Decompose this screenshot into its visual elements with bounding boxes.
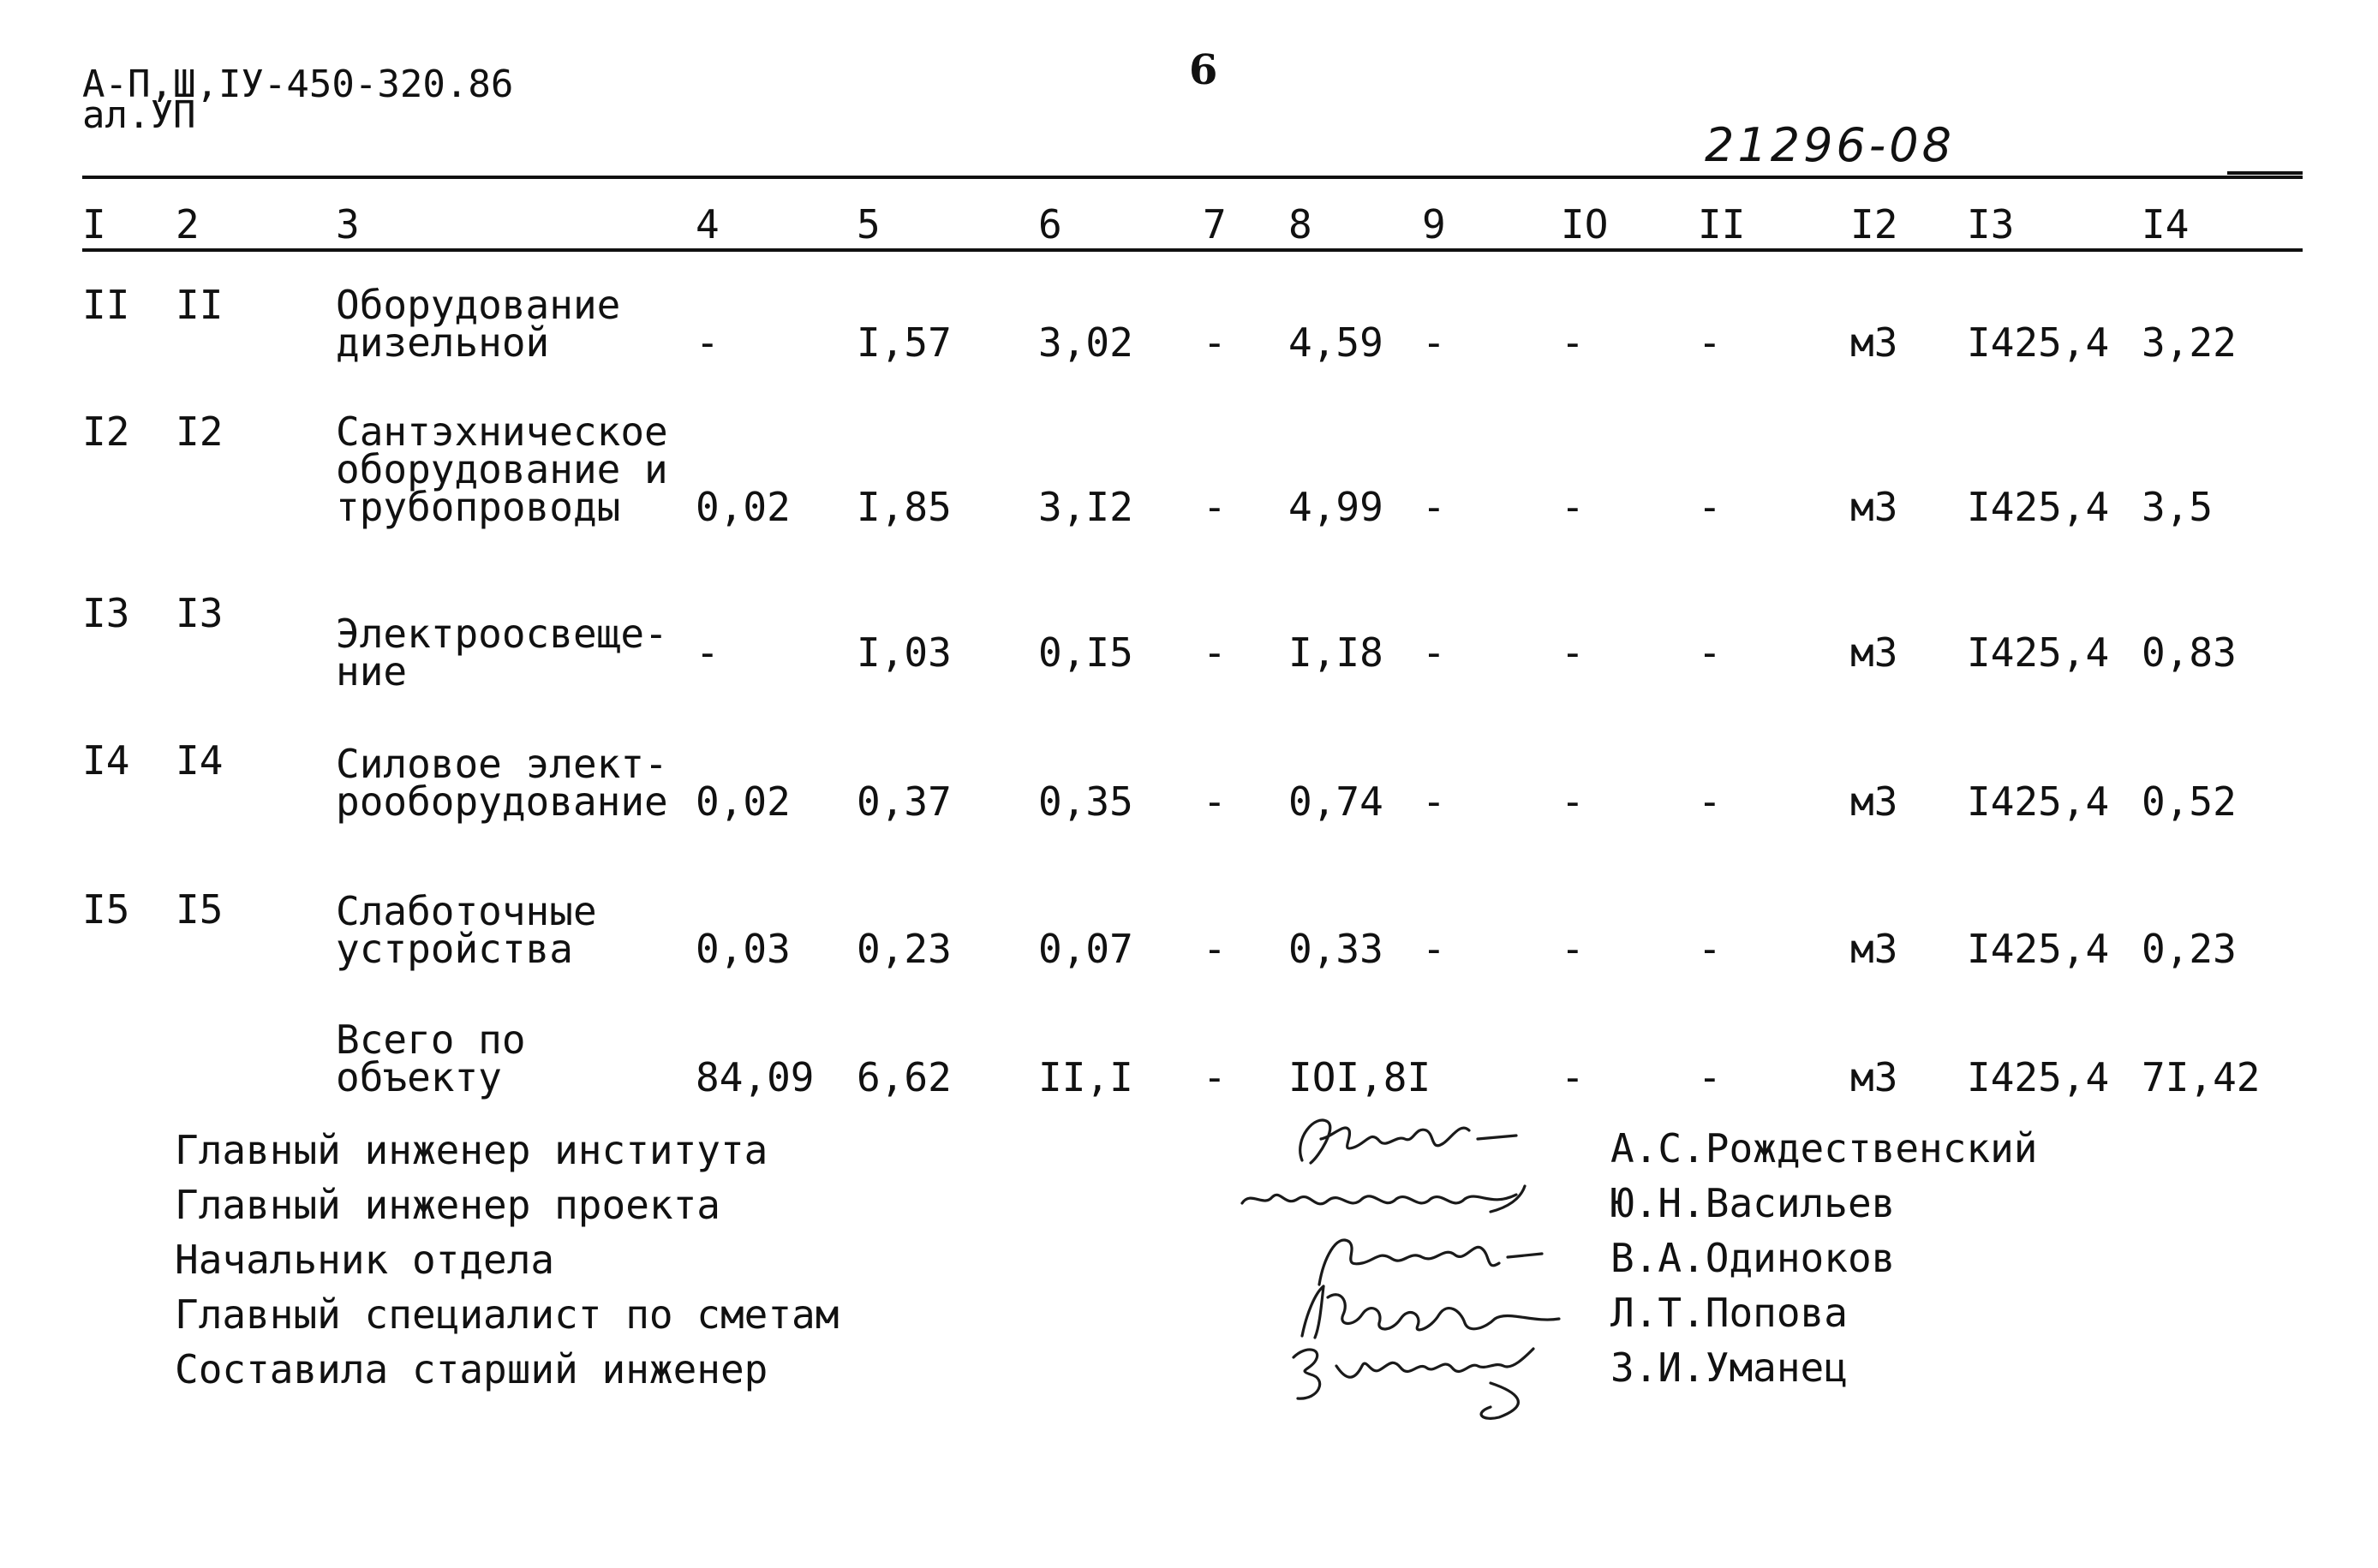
- col-header-12: I2: [1850, 201, 1898, 247]
- value-col10: -: [1561, 629, 1585, 676]
- page-number: 6: [1189, 46, 1218, 94]
- signatory-name: З.И.Уманец: [1610, 1344, 1848, 1391]
- total-label-line: Всего по: [336, 1017, 526, 1063]
- item-name-line: оборудование и: [336, 446, 668, 492]
- value-col14: 3,5: [2142, 484, 2214, 530]
- value-col10: -: [1561, 926, 1585, 972]
- handwritten-signature: [1234, 1173, 1542, 1225]
- value-col13: I425,4: [1967, 926, 2110, 972]
- value-col5: I,85: [857, 484, 952, 530]
- handwritten-signature: [1276, 1332, 1568, 1426]
- value-col7: -: [1203, 319, 1227, 366]
- value-col8: 0,74: [1288, 778, 1383, 825]
- col-header-11: II: [1698, 201, 1746, 247]
- value-col5: 0,23: [857, 926, 952, 972]
- value-col10: -: [1561, 484, 1585, 530]
- value-col5: I,03: [857, 629, 952, 676]
- row-number: I4: [82, 737, 130, 784]
- value-col7: -: [1203, 629, 1227, 676]
- value-col11: -: [1698, 319, 1722, 366]
- row-number: I2: [82, 408, 130, 455]
- total-col5: 6,62: [857, 1054, 952, 1100]
- col-header-2: 2: [176, 201, 200, 247]
- item-name-line: рооборудование: [336, 778, 668, 825]
- handwritten-signature: [1268, 1105, 1542, 1173]
- total-col8: IOI,8I: [1288, 1054, 1431, 1100]
- value-col8: I,I8: [1288, 629, 1383, 676]
- value-col13: I425,4: [1967, 629, 2110, 676]
- sheet-number: 21296-08: [1705, 118, 1955, 172]
- value-col9: -: [1422, 319, 1446, 366]
- item-name-line: Силовое элект-: [336, 741, 668, 787]
- value-col8: 4,99: [1288, 484, 1383, 530]
- value-col7: -: [1203, 926, 1227, 972]
- value-col7: -: [1203, 778, 1227, 825]
- signatory-position: Главный специалист по сметам: [175, 1291, 839, 1338]
- row-number: I3: [82, 590, 130, 636]
- col-header-1: I: [82, 201, 106, 247]
- item-number: I4: [176, 737, 224, 784]
- value-col6: 0,35: [1038, 778, 1133, 825]
- short-top-rule: [2227, 171, 2303, 175]
- item-name-line: Сантэхническое: [336, 408, 668, 455]
- value-col13: I425,4: [1967, 319, 2110, 366]
- signatory-name: Ю.Н.Васильев: [1610, 1180, 1896, 1226]
- item-name-line: Электроосвеще-: [336, 611, 668, 657]
- document-code: А-П,Ш,IУ-450-320.86: [82, 63, 514, 106]
- value-col11: -: [1698, 926, 1722, 972]
- item-name-line: трубопроводы: [336, 484, 621, 530]
- signatory-name: Л.Т.Попова: [1610, 1290, 1848, 1336]
- item-name-line: ние: [336, 648, 408, 695]
- item-number: I3: [176, 590, 224, 636]
- item-name-line: Слаботочные: [336, 888, 597, 934]
- col-header-4: 4: [696, 201, 720, 247]
- total-unit: м3: [1850, 1054, 1898, 1100]
- top-rule: [82, 176, 2303, 179]
- value-col6: 0,07: [1038, 926, 1133, 972]
- value-col11: -: [1698, 778, 1722, 825]
- col-header-10: IO: [1561, 201, 1609, 247]
- value-col4: -: [696, 319, 720, 366]
- item-number: II: [176, 282, 224, 328]
- value-col8: 4,59: [1288, 319, 1383, 366]
- value-col14: 0,52: [2142, 778, 2237, 825]
- value-col6: 3,I2: [1038, 484, 1133, 530]
- value-col14: 0,23: [2142, 926, 2237, 972]
- item-number: I2: [176, 408, 224, 455]
- value-col10: -: [1561, 778, 1585, 825]
- total-col10: -: [1561, 1054, 1585, 1100]
- value-col5: 0,37: [857, 778, 952, 825]
- signatory-position: Главный инженер проекта: [175, 1182, 720, 1228]
- signatory-name: В.А.Одиноков: [1610, 1235, 1896, 1281]
- value-col4: 0,03: [696, 926, 791, 972]
- unit: м3: [1850, 778, 1898, 825]
- signatory-position: Главный инженер института: [175, 1127, 768, 1173]
- item-name-line: Оборудование: [336, 282, 621, 328]
- album-code: ал.УП: [82, 93, 196, 137]
- item-name-line: дизельной: [336, 319, 550, 366]
- value-col13: I425,4: [1967, 484, 2110, 530]
- value-col9: -: [1422, 778, 1446, 825]
- col-header-3: 3: [336, 201, 360, 247]
- value-col6: 0,I5: [1038, 629, 1133, 676]
- col-header-6: 6: [1038, 201, 1062, 247]
- value-col9: -: [1422, 926, 1446, 972]
- col-header-13: I3: [1967, 201, 2015, 247]
- total-col6: II,I: [1038, 1054, 1133, 1100]
- row-number: I5: [82, 886, 130, 933]
- value-col4: 0,02: [696, 778, 791, 825]
- unit: м3: [1850, 484, 1898, 530]
- value-col14: 0,83: [2142, 629, 2237, 676]
- signatory-position: Составила старший инженер: [175, 1346, 768, 1392]
- column-header-rule: [82, 248, 2303, 252]
- col-header-9: 9: [1422, 201, 1446, 247]
- total-col4: 84,09: [696, 1054, 815, 1100]
- value-col4: 0,02: [696, 484, 791, 530]
- col-header-14: I4: [2142, 201, 2190, 247]
- value-col9: -: [1422, 629, 1446, 676]
- value-col8: 0,33: [1288, 926, 1383, 972]
- unit: м3: [1850, 319, 1898, 366]
- col-header-7: 7: [1203, 201, 1227, 247]
- value-col11: -: [1698, 484, 1722, 530]
- value-col4: -: [696, 629, 720, 676]
- total-col7: -: [1203, 1054, 1227, 1100]
- total-col11: -: [1698, 1054, 1722, 1100]
- signatory-name: А.С.Рождественский: [1610, 1125, 2038, 1172]
- item-number: I5: [176, 886, 224, 933]
- value-col14: 3,22: [2142, 319, 2237, 366]
- value-col11: -: [1698, 629, 1722, 676]
- signatory-position: Начальник отдела: [175, 1237, 555, 1283]
- row-number: II: [82, 282, 130, 328]
- col-header-5: 5: [857, 201, 881, 247]
- value-col9: -: [1422, 484, 1446, 530]
- value-col5: I,57: [857, 319, 952, 366]
- total-col14: 7I,42: [2142, 1054, 2261, 1100]
- unit: м3: [1850, 629, 1898, 676]
- value-col7: -: [1203, 484, 1227, 530]
- unit: м3: [1850, 926, 1898, 972]
- value-col10: -: [1561, 319, 1585, 366]
- col-header-8: 8: [1288, 201, 1312, 247]
- item-name-line: устройства: [336, 926, 573, 972]
- total-col13: I425,4: [1967, 1054, 2110, 1100]
- value-col6: 3,02: [1038, 319, 1133, 366]
- value-col13: I425,4: [1967, 778, 2110, 825]
- total-label-line: объекту: [336, 1054, 502, 1100]
